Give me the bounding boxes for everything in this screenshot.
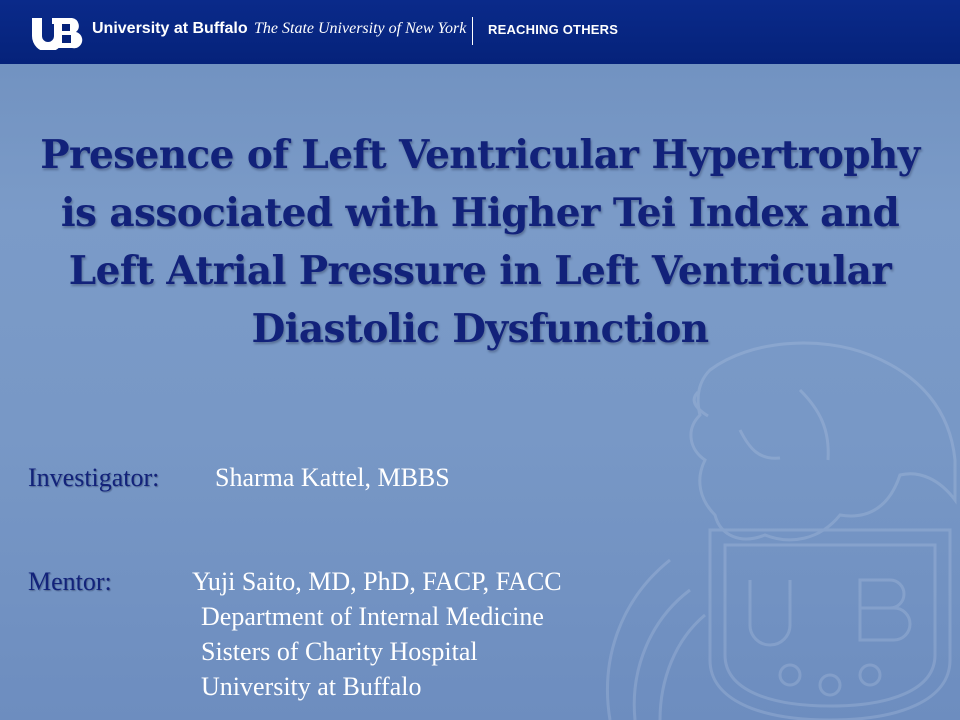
bison-seal-watermark-icon bbox=[590, 330, 960, 720]
investigator-label: Investigator: bbox=[28, 463, 160, 492]
university-name: University at Buffalo bbox=[92, 20, 248, 37]
mentor-details bbox=[192, 566, 562, 706]
header-bar bbox=[0, 0, 960, 64]
mentor-hospital: Sisters of Charity Hospital bbox=[201, 637, 478, 666]
investigator-name: Sharma Kattel, MBBS bbox=[215, 463, 450, 492]
mentor-row bbox=[28, 566, 112, 598]
mentor-department: Department of Internal Medicine bbox=[201, 602, 544, 631]
header-divider bbox=[472, 17, 473, 45]
mentor-university: University at Buffalo bbox=[201, 672, 422, 701]
slide-title: Presence of Left Ventricular Hypertrophy is associated with Higher Tei Index and Left Atrial Pressure in Left Ventricular Diastolic Dysfunction bbox=[40, 132, 920, 352]
investigator-row bbox=[28, 462, 450, 494]
mentor-name: Yuji Saito, MD, PhD, FACP, FACC bbox=[192, 567, 562, 596]
system-name: The State University of New York bbox=[254, 20, 467, 37]
tagline: REACHING OTHERS bbox=[488, 22, 619, 37]
ub-logo-icon bbox=[28, 14, 88, 50]
mentor-label: Mentor: bbox=[28, 567, 112, 596]
